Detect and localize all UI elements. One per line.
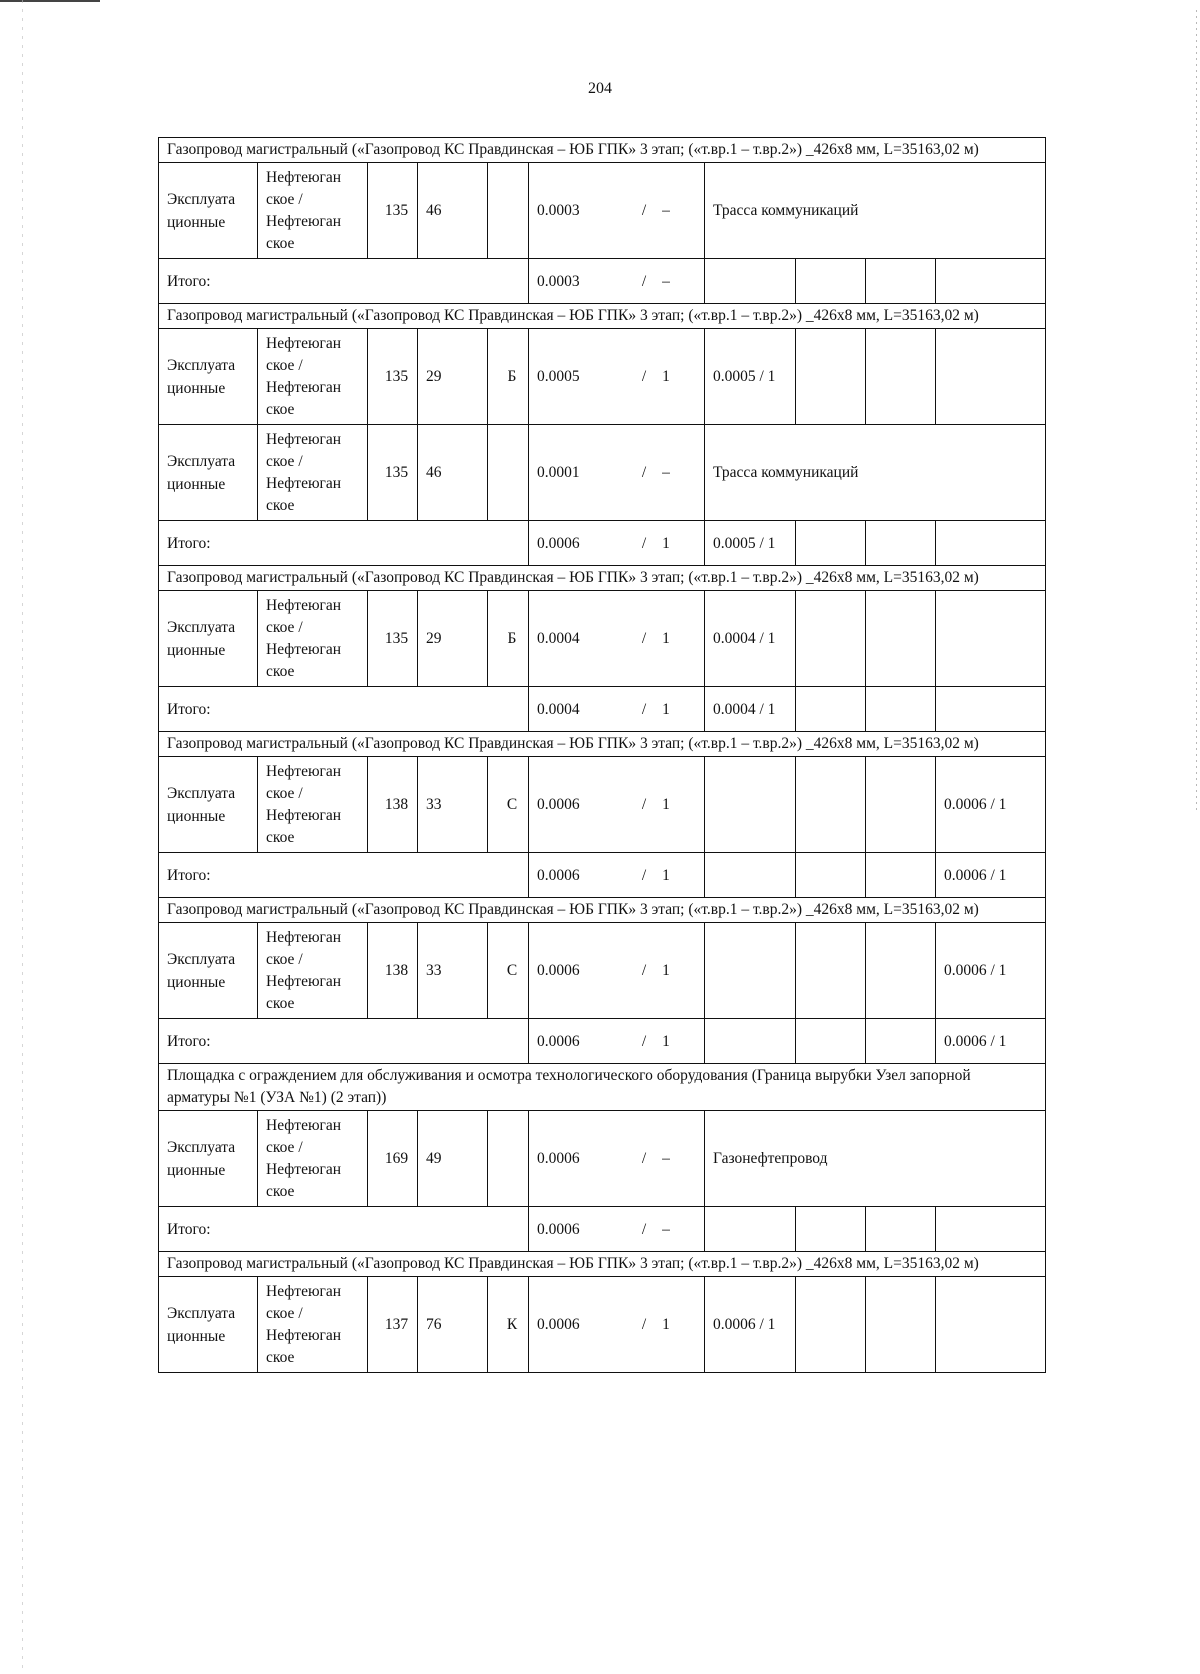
total-column-1 bbox=[705, 1019, 796, 1064]
section-title: Площадка с ограждением для обслуживания и осмотра технологического оборудования (Граница вырубки Узел запорной арматуры №1 (УЗА №1) (2 этап)) bbox=[159, 1064, 1046, 1111]
area-separator: / bbox=[641, 1316, 647, 1333]
protection-class: С bbox=[488, 923, 529, 1019]
area-separator: / bbox=[641, 1032, 647, 1050]
area-separator: / bbox=[641, 866, 647, 884]
column-1 bbox=[705, 923, 796, 1019]
total-column-1 bbox=[705, 1207, 796, 1252]
scan-top-mark bbox=[0, 0, 100, 2]
table-row bbox=[159, 923, 1046, 1019]
total-column-2 bbox=[796, 1019, 866, 1064]
table-row bbox=[159, 329, 1046, 425]
section-number: 33 bbox=[418, 923, 488, 1019]
total-area-cell bbox=[529, 687, 705, 732]
column-4: 0.0006 / 1 bbox=[936, 757, 1046, 853]
column-2 bbox=[796, 591, 866, 687]
section-title: Газопровод магистральный («Газопровод КС Правдинская – ЮБ ГПК» 3 этап; («т.вр.1 – т.вр.2») _426х8 мм, L=35163,02 м) bbox=[159, 304, 1046, 329]
total-column-4 bbox=[936, 259, 1046, 304]
total-column-3 bbox=[866, 1207, 936, 1252]
total-label: Итого: bbox=[159, 687, 529, 732]
area-separator: / bbox=[641, 202, 647, 219]
total-column-1 bbox=[705, 853, 796, 898]
table-row bbox=[159, 1277, 1046, 1373]
area-separator: / bbox=[641, 464, 647, 481]
trees-count: 1 bbox=[662, 630, 670, 647]
total-column-2 bbox=[796, 1207, 866, 1252]
scan-right-edge bbox=[1196, 10, 1197, 810]
section-number: 46 bbox=[418, 425, 488, 521]
total-column-2 bbox=[796, 687, 866, 732]
total-column-3 bbox=[866, 521, 936, 566]
area-cell bbox=[529, 163, 705, 259]
area-cell bbox=[529, 923, 705, 1019]
section-title-row bbox=[159, 898, 1046, 923]
area-separator: / bbox=[641, 368, 647, 385]
forestry-name: Нефтеюган ское / Нефтеюган ское bbox=[258, 757, 368, 853]
section-title: Газопровод магистральный («Газопровод КС Правдинская – ЮБ ГПК» 3 этап; («т.вр.1 – т.вр.2») _426х8 мм, L=35163,02 м) bbox=[159, 732, 1046, 757]
trees-count: – bbox=[662, 202, 670, 219]
note-cell: Трасса коммуникаций bbox=[705, 163, 1046, 259]
section-title-row bbox=[159, 304, 1046, 329]
trees-count: 1 bbox=[662, 1316, 670, 1333]
total-column-4 bbox=[936, 1207, 1046, 1252]
land-category: Эксплуата ционные bbox=[159, 163, 258, 259]
total-column-4: 0.0006 / 1 bbox=[936, 853, 1046, 898]
area-separator: / bbox=[641, 272, 647, 290]
protection-class: Б bbox=[488, 591, 529, 687]
column-2 bbox=[796, 329, 866, 425]
total-area-cell bbox=[529, 1207, 705, 1252]
total-column-1 bbox=[705, 259, 796, 304]
total-row bbox=[159, 687, 1046, 732]
section-title-row bbox=[159, 732, 1046, 757]
table-row bbox=[159, 757, 1046, 853]
total-area-cell bbox=[529, 259, 705, 304]
area-cell bbox=[529, 329, 705, 425]
column-2 bbox=[796, 1277, 866, 1373]
area-cell bbox=[529, 757, 705, 853]
table-row bbox=[159, 163, 1046, 259]
page-number: 204 bbox=[588, 80, 612, 97]
column-2 bbox=[796, 923, 866, 1019]
column-4 bbox=[936, 1277, 1046, 1373]
total-area-cell bbox=[529, 853, 705, 898]
section-title: Газопровод магистральный («Газопровод КС Правдинская – ЮБ ГПК» 3 этап; («т.вр.1 – т.вр.2») _426х8 мм, L=35163,02 м) bbox=[159, 898, 1046, 923]
area-value: 0.0005 bbox=[537, 368, 580, 385]
total-label: Итого: bbox=[159, 1019, 529, 1064]
forestry-name: Нефтеюган ское / Нефтеюган ское bbox=[258, 329, 368, 425]
quarter-number: 138 bbox=[368, 757, 418, 853]
forestry-name: Нефтеюган ское / Нефтеюган ское bbox=[258, 1277, 368, 1373]
total-column-3 bbox=[866, 259, 936, 304]
section-title: Газопровод магистральный («Газопровод КС Правдинская – ЮБ ГПК» 3 этап; («т.вр.1 – т.вр.2») _426х8 мм, L=35163,02 м) bbox=[159, 138, 1046, 163]
quarter-number: 135 bbox=[368, 591, 418, 687]
total-column-3 bbox=[866, 687, 936, 732]
column-1: 0.0005 / 1 bbox=[705, 329, 796, 425]
protection-class bbox=[488, 425, 529, 521]
column-4: 0.0006 / 1 bbox=[936, 923, 1046, 1019]
area-value: 0.0006 bbox=[537, 962, 580, 979]
trees-count: 1 bbox=[662, 1032, 670, 1050]
total-label: Итого: bbox=[159, 259, 529, 304]
quarter-number: 169 bbox=[368, 1111, 418, 1207]
total-column-4 bbox=[936, 521, 1046, 566]
column-1: 0.0006 / 1 bbox=[705, 1277, 796, 1373]
protection-class bbox=[488, 163, 529, 259]
note-cell: Трасса коммуникаций bbox=[705, 425, 1046, 521]
section-number: 33 bbox=[418, 757, 488, 853]
total-row bbox=[159, 259, 1046, 304]
section-number: 49 bbox=[418, 1111, 488, 1207]
total-area-cell bbox=[529, 521, 705, 566]
trees-count: 1 bbox=[662, 368, 670, 385]
trees-count: – bbox=[662, 1150, 670, 1167]
total-column-4: 0.0006 / 1 bbox=[936, 1019, 1046, 1064]
total-row bbox=[159, 853, 1046, 898]
column-4 bbox=[936, 591, 1046, 687]
trees-count: 1 bbox=[662, 866, 670, 884]
trees-count: – bbox=[662, 272, 670, 290]
section-title: Газопровод магистральный («Газопровод КС Правдинская – ЮБ ГПК» 3 этап; («т.вр.1 – т.вр.2») _426х8 мм, L=35163,02 м) bbox=[159, 1252, 1046, 1277]
area-separator: / bbox=[641, 534, 647, 552]
area-separator: / bbox=[641, 630, 647, 647]
total-row bbox=[159, 1019, 1046, 1064]
area-value: 0.0006 bbox=[537, 1032, 580, 1050]
quarter-number: 138 bbox=[368, 923, 418, 1019]
protection-class: С bbox=[488, 757, 529, 853]
trees-count: 1 bbox=[662, 962, 670, 979]
column-3 bbox=[866, 591, 936, 687]
area-cell bbox=[529, 425, 705, 521]
column-1 bbox=[705, 757, 796, 853]
table-row bbox=[159, 591, 1046, 687]
forestry-name: Нефтеюган ское / Нефтеюган ское bbox=[258, 163, 368, 259]
land-category: Эксплуата ционные bbox=[159, 1277, 258, 1373]
section-title-row bbox=[159, 566, 1046, 591]
area-value: 0.0006 bbox=[537, 1150, 580, 1167]
column-3 bbox=[866, 923, 936, 1019]
total-column-4 bbox=[936, 687, 1046, 732]
area-value: 0.0006 bbox=[537, 1220, 580, 1238]
total-row bbox=[159, 521, 1046, 566]
area-value: 0.0003 bbox=[537, 272, 580, 290]
felling-table bbox=[158, 137, 1046, 1373]
land-category: Эксплуата ционные bbox=[159, 1111, 258, 1207]
land-category: Эксплуата ционные bbox=[159, 425, 258, 521]
area-separator: / bbox=[641, 962, 647, 979]
total-column-2 bbox=[796, 521, 866, 566]
trees-count: – bbox=[662, 464, 670, 481]
land-category: Эксплуата ционные bbox=[159, 923, 258, 1019]
protection-class: К bbox=[488, 1277, 529, 1373]
area-value: 0.0006 bbox=[537, 1316, 580, 1333]
quarter-number: 135 bbox=[368, 163, 418, 259]
total-row bbox=[159, 1207, 1046, 1252]
total-area-cell bbox=[529, 1019, 705, 1064]
total-label: Итого: bbox=[159, 853, 529, 898]
section-title-row bbox=[159, 138, 1046, 163]
section-number: 29 bbox=[418, 329, 488, 425]
land-category: Эксплуата ционные bbox=[159, 329, 258, 425]
quarter-number: 137 bbox=[368, 1277, 418, 1373]
area-value: 0.0006 bbox=[537, 866, 580, 884]
note-cell: Газонефтепровод bbox=[705, 1111, 1046, 1207]
total-label: Итого: bbox=[159, 1207, 529, 1252]
area-value: 0.0004 bbox=[537, 630, 580, 647]
forestry-name: Нефтеюган ское / Нефтеюган ское bbox=[258, 425, 368, 521]
column-3 bbox=[866, 757, 936, 853]
area-value: 0.0003 bbox=[537, 202, 580, 219]
protection-class bbox=[488, 1111, 529, 1207]
forestry-name: Нефтеюган ское / Нефтеюган ское bbox=[258, 923, 368, 1019]
section-title-row bbox=[159, 1064, 1046, 1111]
scan-left-edge bbox=[22, 0, 23, 1674]
land-category: Эксплуата ционные bbox=[159, 591, 258, 687]
trees-count: – bbox=[662, 1220, 670, 1238]
area-value: 0.0004 bbox=[537, 700, 580, 718]
section-title-row bbox=[159, 1252, 1046, 1277]
total-column-3 bbox=[866, 1019, 936, 1064]
forestry-name: Нефтеюган ское / Нефтеюган ское bbox=[258, 591, 368, 687]
total-label: Итого: bbox=[159, 521, 529, 566]
column-4 bbox=[936, 329, 1046, 425]
area-cell bbox=[529, 1111, 705, 1207]
area-value: 0.0006 bbox=[537, 796, 580, 813]
area-cell bbox=[529, 591, 705, 687]
area-separator: / bbox=[641, 1150, 647, 1167]
protection-class: Б bbox=[488, 329, 529, 425]
column-3 bbox=[866, 1277, 936, 1373]
table-row bbox=[159, 1111, 1046, 1207]
total-column-1: 0.0005 / 1 bbox=[705, 521, 796, 566]
table-body bbox=[159, 138, 1046, 1373]
column-2 bbox=[796, 757, 866, 853]
quarter-number: 135 bbox=[368, 425, 418, 521]
forestry-name: Нефтеюган ское / Нефтеюган ское bbox=[258, 1111, 368, 1207]
trees-count: 1 bbox=[662, 796, 670, 813]
table-row bbox=[159, 425, 1046, 521]
trees-count: 1 bbox=[662, 700, 670, 718]
section-title: Газопровод магистральный («Газопровод КС Правдинская – ЮБ ГПК» 3 этап; («т.вр.1 – т.вр.2») _426х8 мм, L=35163,02 м) bbox=[159, 566, 1046, 591]
column-3 bbox=[866, 329, 936, 425]
section-number: 29 bbox=[418, 591, 488, 687]
area-separator: / bbox=[641, 1220, 647, 1238]
area-value: 0.0006 bbox=[537, 534, 580, 552]
area-value: 0.0001 bbox=[537, 464, 580, 481]
area-cell bbox=[529, 1277, 705, 1373]
section-number: 76 bbox=[418, 1277, 488, 1373]
total-column-2 bbox=[796, 259, 866, 304]
land-category: Эксплуата ционные bbox=[159, 757, 258, 853]
section-number: 46 bbox=[418, 163, 488, 259]
trees-count: 1 bbox=[662, 534, 670, 552]
quarter-number: 135 bbox=[368, 329, 418, 425]
area-separator: / bbox=[641, 796, 647, 813]
total-column-3 bbox=[866, 853, 936, 898]
column-1: 0.0004 / 1 bbox=[705, 591, 796, 687]
total-column-2 bbox=[796, 853, 866, 898]
total-column-1: 0.0004 / 1 bbox=[705, 687, 796, 732]
area-separator: / bbox=[641, 700, 647, 718]
